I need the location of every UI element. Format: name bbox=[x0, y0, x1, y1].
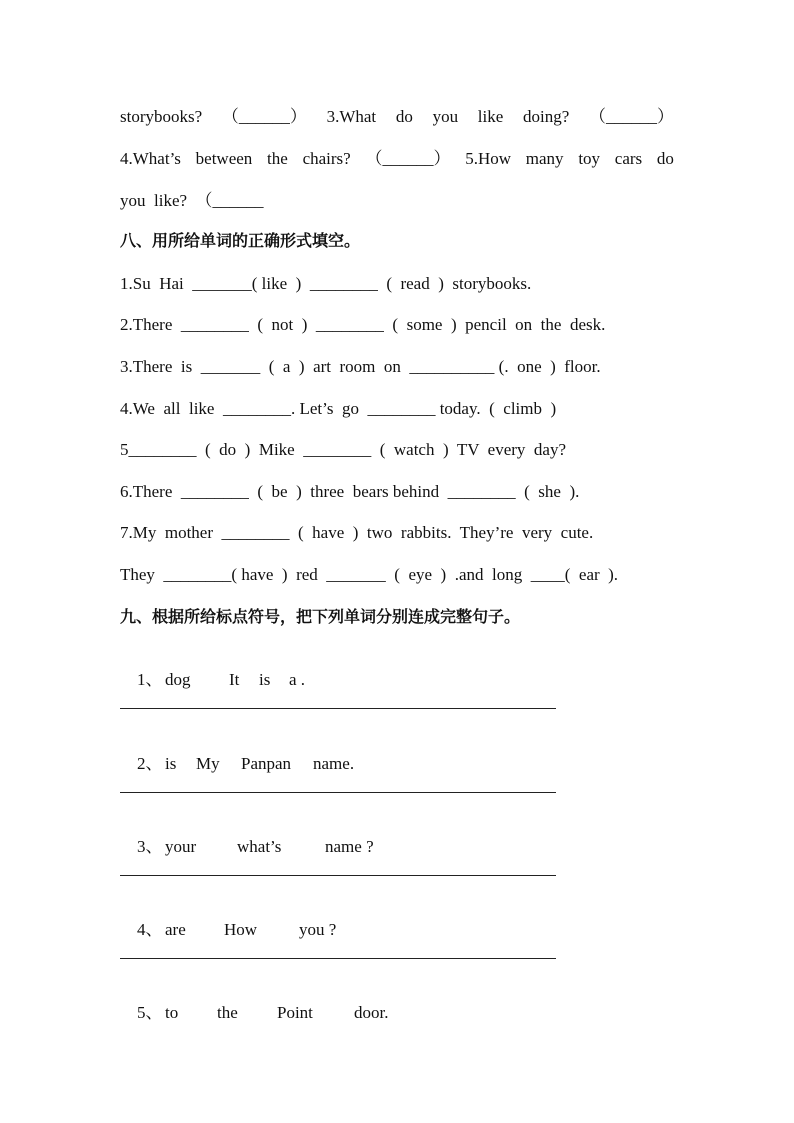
word: How bbox=[224, 920, 258, 939]
sentence-item-4 bbox=[120, 897, 674, 963]
word: It bbox=[229, 670, 240, 689]
exercise-item: They ________( have ) red _______ ( eye ) .and long ____( ear ). bbox=[120, 565, 619, 584]
word: a . bbox=[289, 670, 306, 689]
question-line-storybooks bbox=[120, 106, 674, 128]
word: your bbox=[165, 837, 197, 856]
word: you ? bbox=[299, 920, 337, 939]
exercise-item: 5________ ( do ) Mike ________ ( watch ) TV every day? bbox=[120, 440, 567, 459]
item-number: 5、 bbox=[137, 1003, 163, 1022]
answer-line[interactable] bbox=[120, 875, 556, 876]
exercise-item: 1.Su Hai _______( like ) ________ ( read ) storybooks. bbox=[120, 274, 532, 293]
item-number: 4、 bbox=[137, 920, 163, 939]
word: are bbox=[165, 920, 186, 939]
word: is bbox=[259, 670, 271, 689]
word: toy bbox=[578, 149, 601, 168]
question-line-you-like: you like? （______ bbox=[120, 191, 264, 210]
word: 3.What bbox=[326, 107, 377, 126]
word: is bbox=[165, 754, 177, 773]
word: the bbox=[267, 149, 288, 168]
answer-bracket: （______） bbox=[365, 149, 451, 168]
word: doing? bbox=[522, 107, 570, 126]
exercise-item: 7.My mother ________ ( have ) two rabbits. They’re very cute. bbox=[120, 523, 594, 542]
word: do bbox=[395, 107, 413, 126]
word: Panpan bbox=[241, 754, 292, 773]
word: 5.How bbox=[465, 149, 512, 168]
word: name. bbox=[313, 754, 355, 773]
word: do bbox=[656, 149, 674, 168]
word: storybooks? bbox=[120, 107, 203, 126]
word: 4.What’s bbox=[120, 149, 181, 168]
answer-bracket: （______） bbox=[221, 107, 307, 126]
answer-line[interactable] bbox=[120, 792, 556, 793]
question-line-chairs bbox=[120, 148, 674, 170]
word: like bbox=[477, 107, 504, 126]
exercise-item: 4.We all like ________. Let’s go ________ today. ( climb ) bbox=[120, 399, 557, 418]
sentence-item-3 bbox=[120, 814, 674, 880]
sentence-item-5 bbox=[120, 980, 674, 1046]
word: dog bbox=[165, 670, 191, 689]
section-heading-fill-in: 八、用所给单词的正确形式填空。 bbox=[120, 231, 361, 250]
answer-line[interactable] bbox=[120, 958, 556, 959]
answer-line[interactable] bbox=[120, 708, 556, 709]
word: many bbox=[525, 149, 564, 168]
word: chairs? bbox=[302, 149, 351, 168]
word: door. bbox=[354, 1003, 389, 1022]
exercise-item: 6.There ________ ( be ) three bears behind ________ ( she ). bbox=[120, 482, 580, 501]
word: to bbox=[165, 1003, 179, 1022]
section-heading-sentences: 九、根据所给标点符号，把下列单词分别连成完整句子。 bbox=[120, 607, 521, 626]
exercise-item: 2.There ________ ( not ) ________ ( some ) pencil on the desk. bbox=[120, 315, 606, 334]
word: My bbox=[196, 754, 220, 773]
answer-bracket: （______） bbox=[588, 107, 674, 126]
word: cars bbox=[614, 149, 643, 168]
sentence-item-1 bbox=[120, 647, 674, 713]
word: you bbox=[432, 107, 459, 126]
item-number: 2、 bbox=[137, 754, 163, 773]
word: between bbox=[195, 149, 253, 168]
word: the bbox=[217, 1003, 238, 1022]
item-number: 1、 bbox=[137, 670, 163, 689]
word: Point bbox=[277, 1003, 313, 1022]
item-number: 3、 bbox=[137, 837, 163, 856]
word: name ? bbox=[325, 837, 374, 856]
word: what’s bbox=[237, 837, 282, 856]
exercise-item: 3.There is _______ ( a ) art room on __________ (. one ) floor. bbox=[120, 357, 601, 376]
sentence-item-2 bbox=[120, 731, 674, 797]
